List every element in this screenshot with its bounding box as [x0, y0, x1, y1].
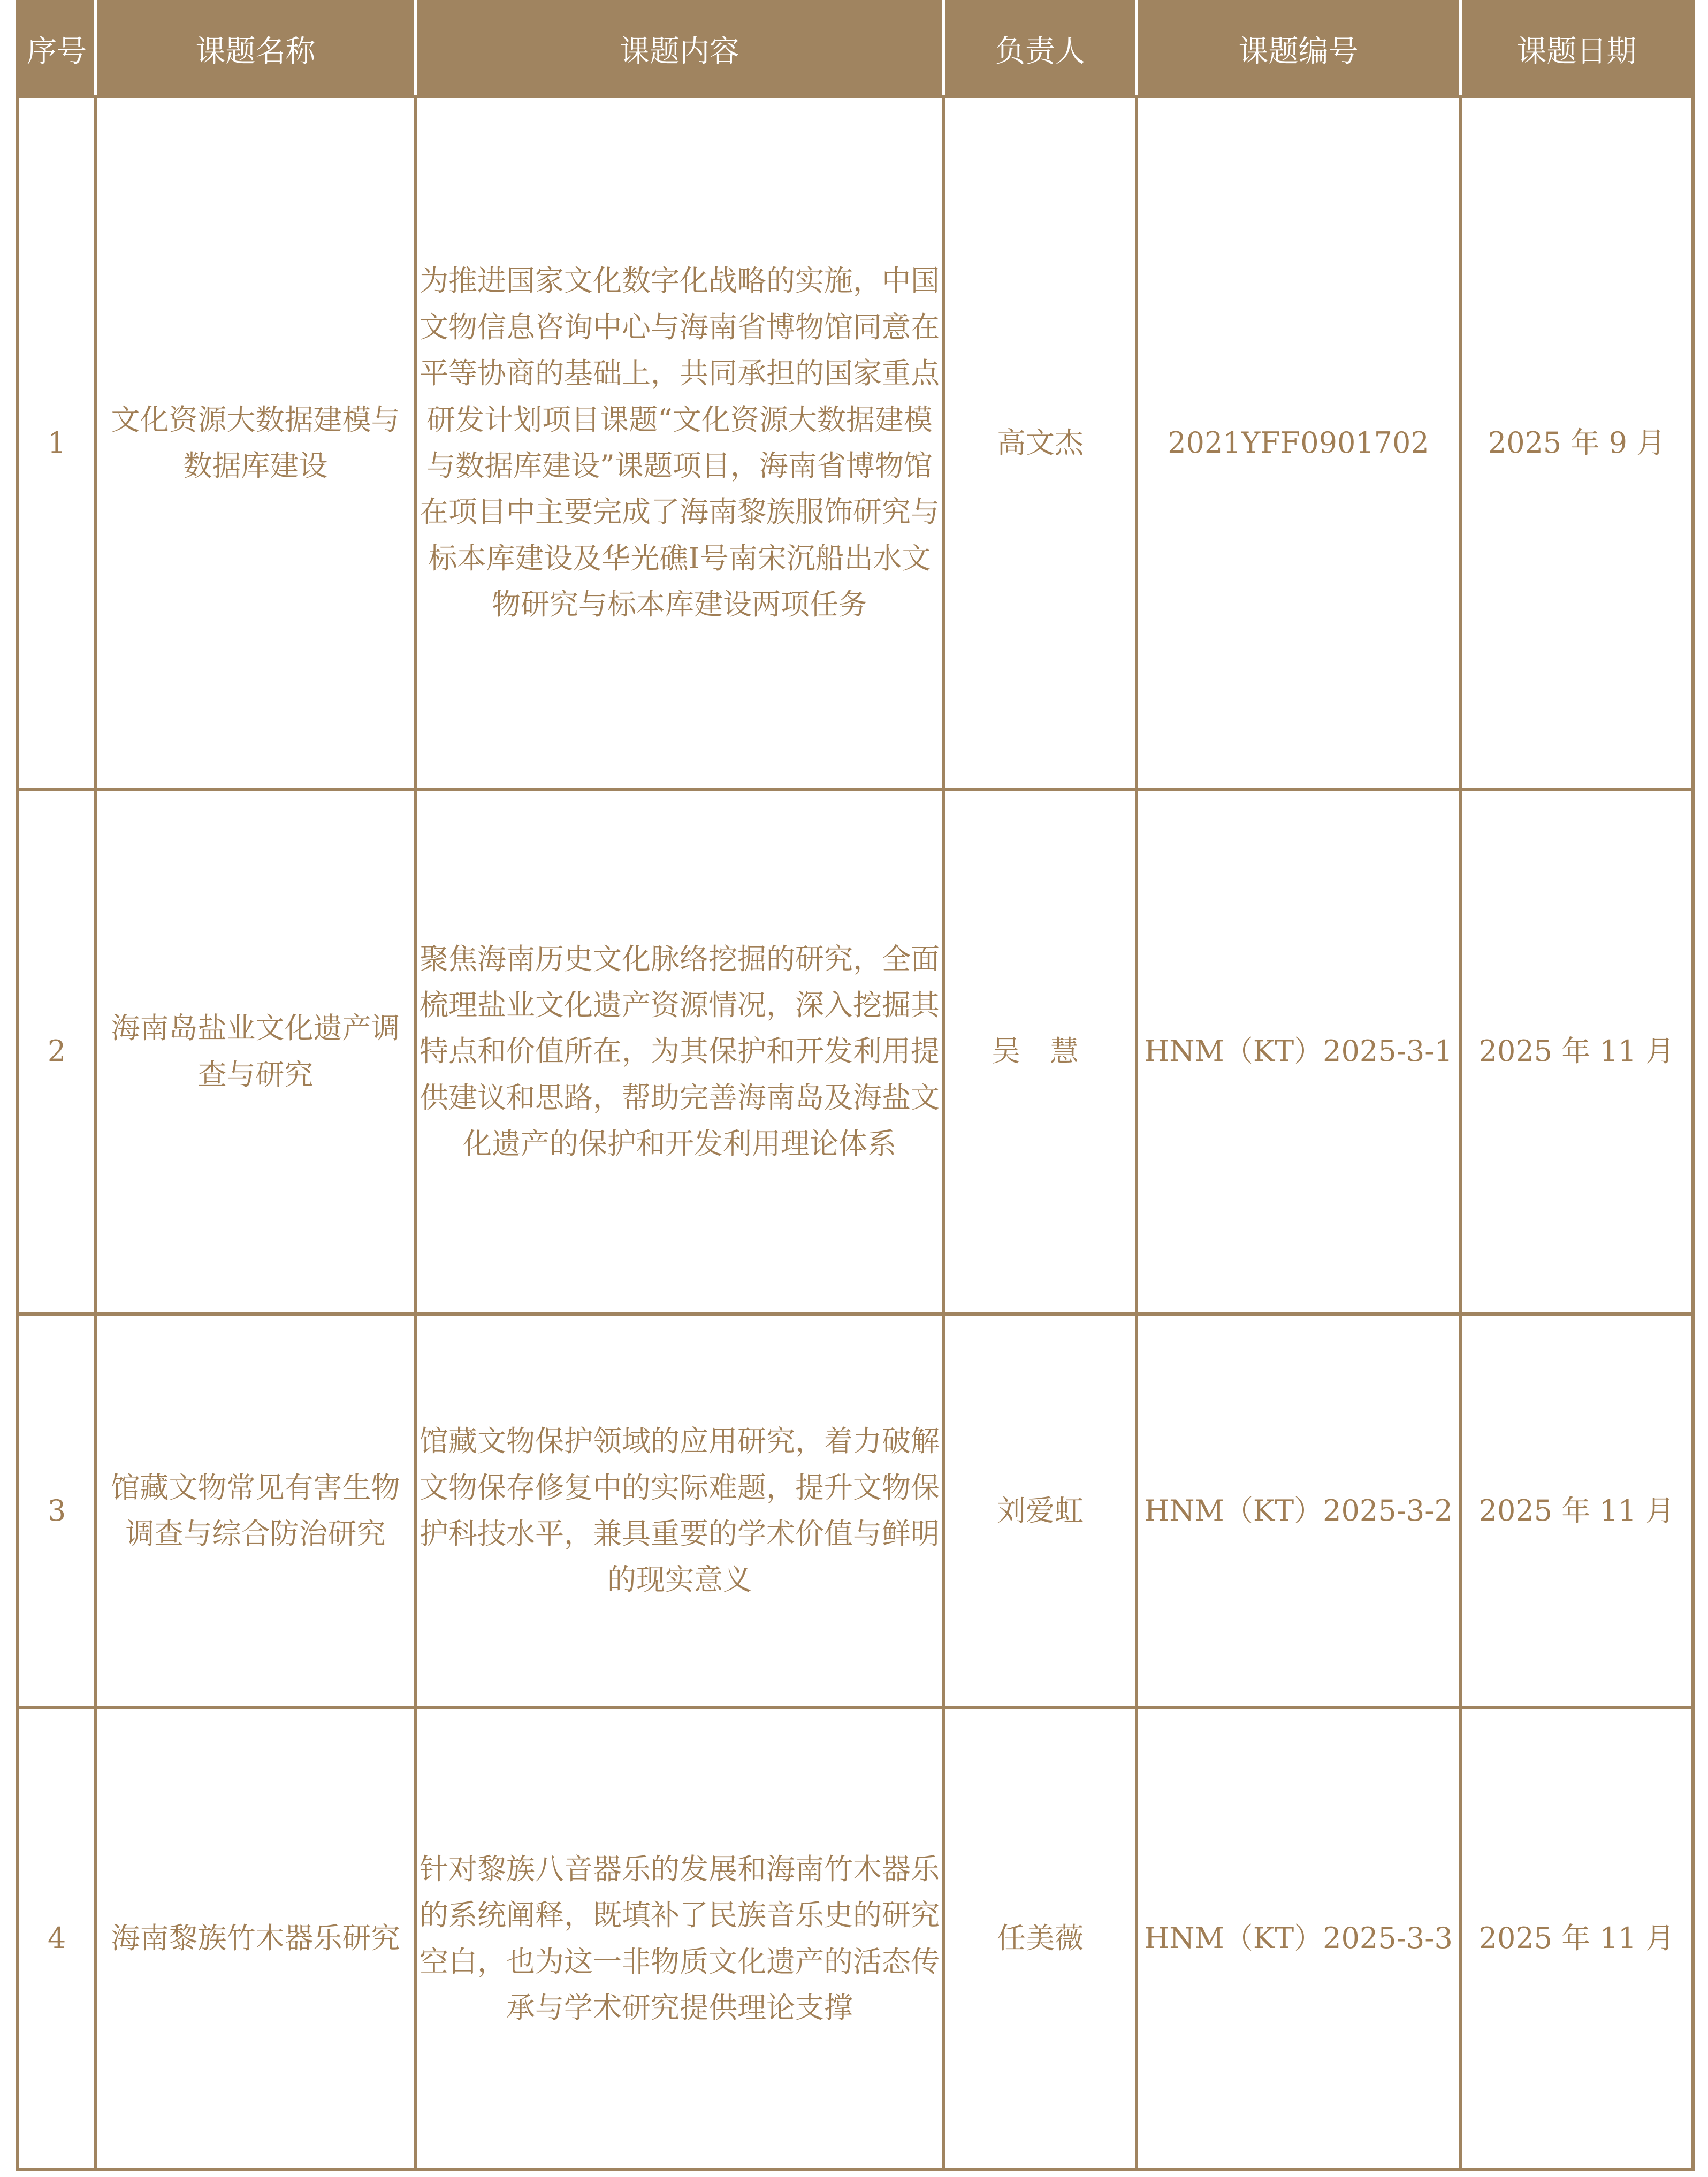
cell-code: HNM（KT）2025-3-1	[1137, 789, 1460, 1314]
header-row	[18, 2, 1693, 97]
cell-content: 为推进国家文化数字化战略的实施，中国文物信息咨询中心与海南省博物馆同意在平等协商的基础上，共同承担的国家重点研发计划项目课题“文化资源大数据建模与数据库建设”课题项目，海南省博物馆在项目中主要完成了海南黎族服饰研究与标本库建设及华光礁Ⅰ号南宋沉船出水文物研究与标本库建设两项任务	[415, 97, 944, 789]
header-name: 课题名称	[96, 2, 415, 97]
table-row	[18, 1314, 1693, 1708]
cell-name: 海南黎族竹木器乐研究	[96, 1708, 415, 2170]
research-projects-table	[16, 0, 1695, 2171]
cell-content: 针对黎族八音器乐的发展和海南竹木器乐的系统阐释，既填补了民族音乐史的研究空白，也为这一非物质文化遗产的活态传承与学术研究提供理论支撑	[415, 1708, 944, 2170]
cell-leader: 高文杰	[944, 97, 1137, 789]
cell-no: 1	[18, 97, 96, 789]
table-body	[18, 97, 1693, 2170]
header-date: 课题日期	[1460, 2, 1693, 97]
cell-date: 2025 年 11 月	[1460, 789, 1693, 1314]
cell-date: 2025 年 9 月	[1460, 97, 1693, 789]
cell-leader: 吴 慧	[944, 789, 1137, 1314]
cell-date: 2025 年 11 月	[1460, 1314, 1693, 1708]
cell-no: 3	[18, 1314, 96, 1708]
table-row	[18, 1708, 1693, 2170]
cell-name: 海南岛盐业文化遗产调查与研究	[96, 789, 415, 1314]
header-no: 序号	[18, 2, 96, 97]
table-row	[18, 789, 1693, 1314]
cell-date: 2025 年 11 月	[1460, 1708, 1693, 2170]
header-leader: 负责人	[944, 2, 1137, 97]
cell-code: HNM（KT）2025-3-3	[1137, 1708, 1460, 2170]
cell-leader: 任美薇	[944, 1708, 1137, 2170]
cell-leader: 刘爱虹	[944, 1314, 1137, 1708]
cell-content: 馆藏文物保护领域的应用研究，着力破解文物保存修复中的实际难题，提升文物保护科技水平，兼具重要的学术价值与鲜明的现实意义	[415, 1314, 944, 1708]
cell-code: HNM（KT）2025-3-2	[1137, 1314, 1460, 1708]
cell-content: 聚焦海南历史文化脉络挖掘的研究，全面梳理盐业文化遗产资源情况，深入挖掘其特点和价值所在，为其保护和开发利用提供建议和思路，帮助完善海南岛及海盐文化遗产的保护和开发利用理论体系	[415, 789, 944, 1314]
table-row	[18, 97, 1693, 789]
header-code: 课题编号	[1137, 2, 1460, 97]
cell-no: 2	[18, 789, 96, 1314]
cell-no: 4	[18, 1708, 96, 2170]
table-header	[18, 2, 1693, 97]
cell-name: 文化资源大数据建模与数据库建设	[96, 97, 415, 789]
header-content: 课题内容	[415, 2, 944, 97]
cell-code: 2021YFF0901702	[1137, 97, 1460, 789]
cell-name: 馆藏文物常见有害生物调查与综合防治研究	[96, 1314, 415, 1708]
